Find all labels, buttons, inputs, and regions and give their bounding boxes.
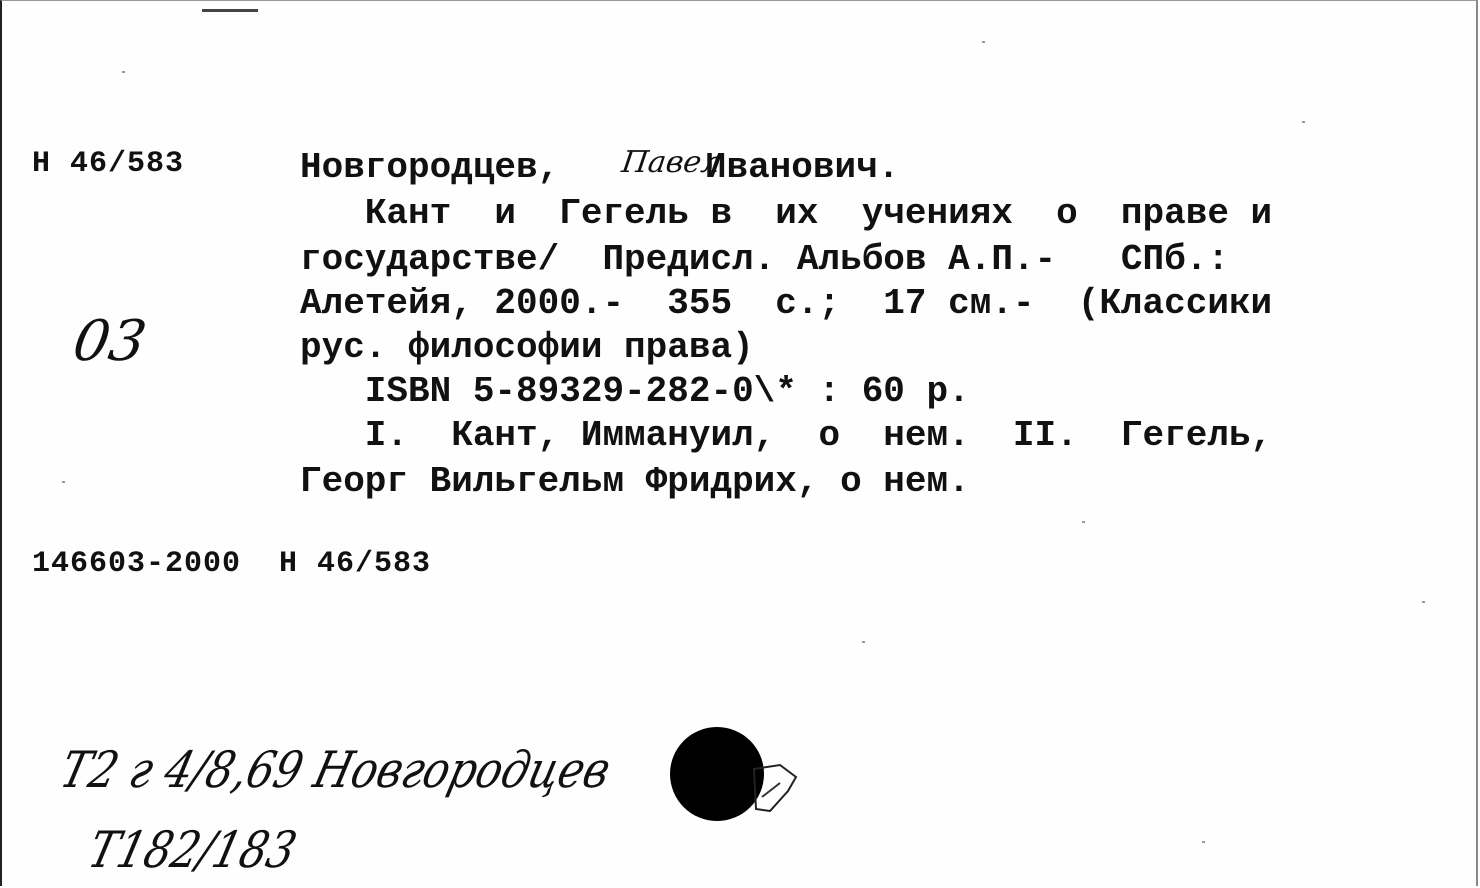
scan-mark bbox=[202, 9, 258, 12]
scan-speck bbox=[1202, 841, 1205, 843]
author-surname: Новгородцев, bbox=[300, 147, 581, 188]
subject-line-1: I. Кант, Иммануил, о нем. II. Гегель, bbox=[300, 415, 1273, 456]
entry-line-4: рус. философии права) bbox=[300, 327, 754, 368]
scan-speck bbox=[982, 41, 985, 43]
shelf-mark: Н 46/583 bbox=[32, 147, 185, 181]
scan-speck bbox=[62, 481, 65, 483]
author-line bbox=[300, 147, 899, 188]
torn-fragment bbox=[750, 761, 800, 817]
entry-line-1: Кант и Гегель в их учениях о праве и bbox=[300, 193, 1273, 234]
entry-line-3: Алетейя, 2000.- 355 с.; 17 см.- (Классики bbox=[300, 283, 1273, 324]
handwritten-first-name: Павел bbox=[619, 145, 723, 180]
subject-line-2: Георг Вильгельм Фридрих, о нем. bbox=[300, 461, 970, 502]
scan-speck bbox=[862, 641, 865, 643]
accession-number: 146603-2000 Н 46/583 bbox=[32, 547, 432, 581]
scan-speck bbox=[122, 71, 125, 73]
scan-speck bbox=[1302, 121, 1305, 123]
handwritten-code: 03 bbox=[68, 309, 151, 374]
entry-line-2: государстве/ Предисл. Альбов А.П.- СПб.: bbox=[300, 239, 1229, 280]
author-patronymic: Иванович. bbox=[704, 147, 900, 188]
handwritten-note-line-2: Т182/183 bbox=[82, 821, 303, 879]
scan-speck bbox=[1422, 601, 1425, 603]
isbn-line: ISBN 5-89329-282-0\* : 60 р. bbox=[300, 371, 970, 412]
scan-speck bbox=[1082, 521, 1085, 523]
handwritten-note-line-1: Т2 г 4/8,69 Новгородцев bbox=[54, 741, 617, 799]
